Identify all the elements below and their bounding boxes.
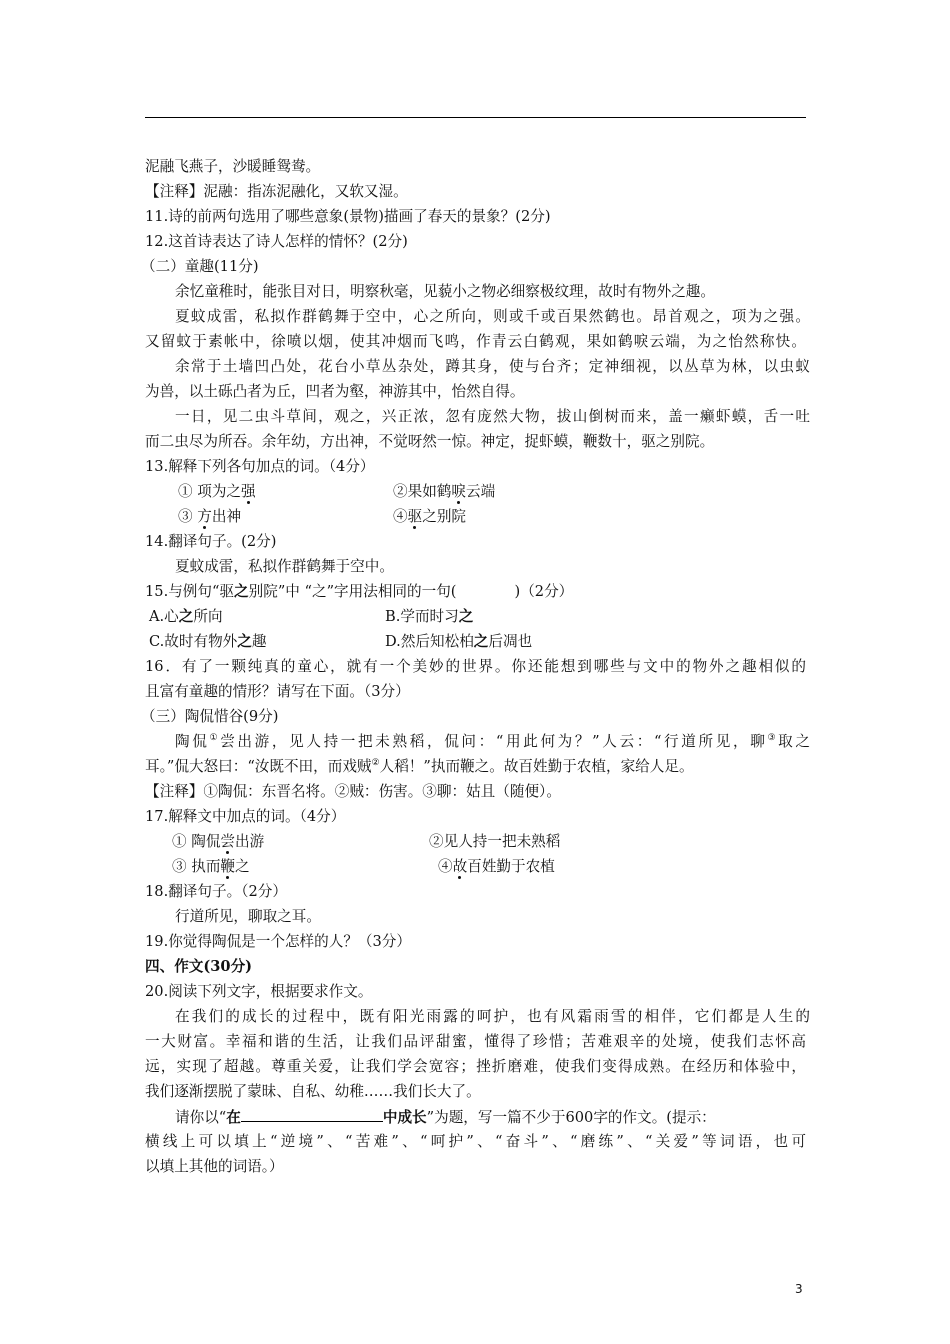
- essay-material-line: 远，实现了超越。尊重关爱，让我们学会宽容；挫折磨难，使我们变得成熟。在经历和体验中，: [145, 1058, 806, 1075]
- section-2-title: （二）童趣(11分): [141, 258, 259, 275]
- q14-sentence: 夏蚊成雷，私拟作群鹤舞于空中。: [175, 558, 394, 575]
- passage-line: 而二虫尽为所吞。余年幼，方出神，不觉呀然一惊。神定，捉虾蟆，鞭数十，驱之别院。: [145, 433, 715, 450]
- passage-line: 为兽，以土砾凸者为丘，凹者为壑，神游其中，怡然自得。: [145, 383, 525, 400]
- title-blank: [241, 1107, 383, 1122]
- essay-material-line: 我们逐渐摆脱了蒙昧、自私、幼稚……我们长大了。: [145, 1083, 481, 1100]
- passage-line: 又留蚊于素帐中，徐喷以烟，使其冲烟而飞鸣，作青云白鹤观，果如鹤唳云端，为之怡然称快。: [145, 333, 806, 350]
- passage-line: 一日，见二虫斗草间，观之，兴正浓，忽有庞然大物，拔山倒树而来，盖一癞虾蟆，舌一吐: [175, 408, 810, 425]
- passage-line: 陶侃①尝出游，见人持一把未熟稻，侃问：“用此何为？”人云：“行道所见，聊③取之: [175, 733, 810, 750]
- q13-item-2: ②果如鹤唳云端: [393, 483, 496, 500]
- q17-item-1: ① 陶侃尝出游: [172, 833, 265, 850]
- q15-option-c: C.故时有物外之趣: [149, 633, 267, 650]
- q18-sentence: 行道所见，聊取之耳。: [175, 908, 321, 925]
- passage-line: 余忆童稚时，能张目对日，明察秋毫，见藐小之物必细察极纹理，故时有物外之趣。: [175, 283, 715, 300]
- passage-line: 耳。”侃大怒曰：“汝既不田，而戏贼②人稻！”执而鞭之。故百姓勤于农植，家给人足。: [145, 758, 694, 775]
- essay-material-line: 一大财富。幸福和谐的生活，让我们品评甜蜜，懂得了珍惜；苦难艰辛的处境，使我们志怀高: [145, 1033, 806, 1050]
- question-15: 15.与例句“驱之别院”中 “之”字用法相同的一句( )（2分）: [145, 583, 574, 600]
- q17-item-3: ③ 执而鞭之: [172, 858, 250, 875]
- q13-item-4: ④驱之别院: [393, 508, 467, 525]
- essay-material-line: 在我们的成长的过程中，既有阳光雨露的呵护，也有风霜雨雪的相伴，它们都是人生的: [175, 1008, 810, 1025]
- q15-option-d: D.然后知松柏之后凋也: [385, 633, 533, 650]
- section-3-title: （三）陶侃惜谷(9分): [141, 708, 279, 725]
- question-14: 14.翻译句子。(2分): [145, 533, 277, 550]
- question-19: 19.你觉得陶侃是一个怎样的人？（3分）: [145, 933, 411, 950]
- q17-item-2: ②见人持一把未熟稻: [429, 833, 561, 850]
- question-17: 17.解释文中加点的词。（4分）: [145, 808, 346, 825]
- q15-option-a: A.心之所向: [149, 608, 223, 625]
- poem-note: 【注释】泥融：指冻泥融化，又软又湿。: [145, 183, 408, 200]
- section-3-note: 【注释】①陶侃：东晋名将。②贼：伤害。③聊：姑且（随便）。: [145, 783, 561, 800]
- question-20: 20.阅读下列文字，根据要求作文。: [145, 983, 373, 1000]
- q13-row-1: [145, 482, 806, 502]
- poem-line: 泥融飞燕子，沙暖睡鸳鸯。: [145, 158, 321, 175]
- header-rule: [145, 117, 806, 118]
- passage-line: 夏蚊成雷，私拟作群鹤舞于空中，心之所向，则或千或百果然鹤也。昂首观之，项为之强。: [175, 308, 810, 325]
- q17-item-4: ④故百姓勤于农植: [438, 858, 555, 875]
- essay-prompt: 请你以“在 中成长”为题，写一篇不少于600字的作文。(提示：: [175, 1109, 716, 1126]
- q15-option-b: B.学而时习之: [385, 608, 474, 625]
- essay-prompt-cont: 横线上可以填上“逆境”、“苦难”、“呵护”、“奋斗”、“磨练”、“关爱”等词语，也可: [145, 1133, 806, 1150]
- q13-item-3: ③ 方出神: [178, 508, 242, 525]
- q15-options-row-1: [145, 607, 806, 627]
- passage-line: 余常于土墙凹凸处，花台小草丛杂处，蹲其身，使与台齐；定神细视，以丛草为林，以虫蚁: [175, 358, 810, 375]
- q17-row-1: [145, 832, 806, 852]
- q13-row-2: [145, 507, 806, 527]
- q17-row-2: [145, 857, 806, 877]
- question-13: 13.解释下列各句加点的词。（4分）: [145, 458, 375, 475]
- q15-options-row-2: [145, 632, 806, 652]
- page-number: 3: [795, 1282, 803, 1296]
- q13-item-1: ① 项为之强: [178, 483, 256, 500]
- question-16: 16．有了一颗纯真的童心，就有一个美妙的世界。你还能想到哪些与文中的物外之趣相似的: [145, 658, 806, 675]
- question-18: 18.翻译句子。（2分）: [145, 883, 287, 900]
- question-12: 12.这首诗表达了诗人怎样的情怀？(2分): [145, 233, 408, 250]
- essay-prompt-cont: 以填上其他的词语。）: [145, 1158, 284, 1175]
- question-11: 11.诗的前两句选用了哪些意象(景物)描画了春天的景象？(2分): [145, 208, 551, 225]
- section-4-title: 四、作文(30分): [145, 958, 253, 975]
- question-16-cont: 且富有童趣的情形？请写在下面。（3分）: [145, 683, 410, 700]
